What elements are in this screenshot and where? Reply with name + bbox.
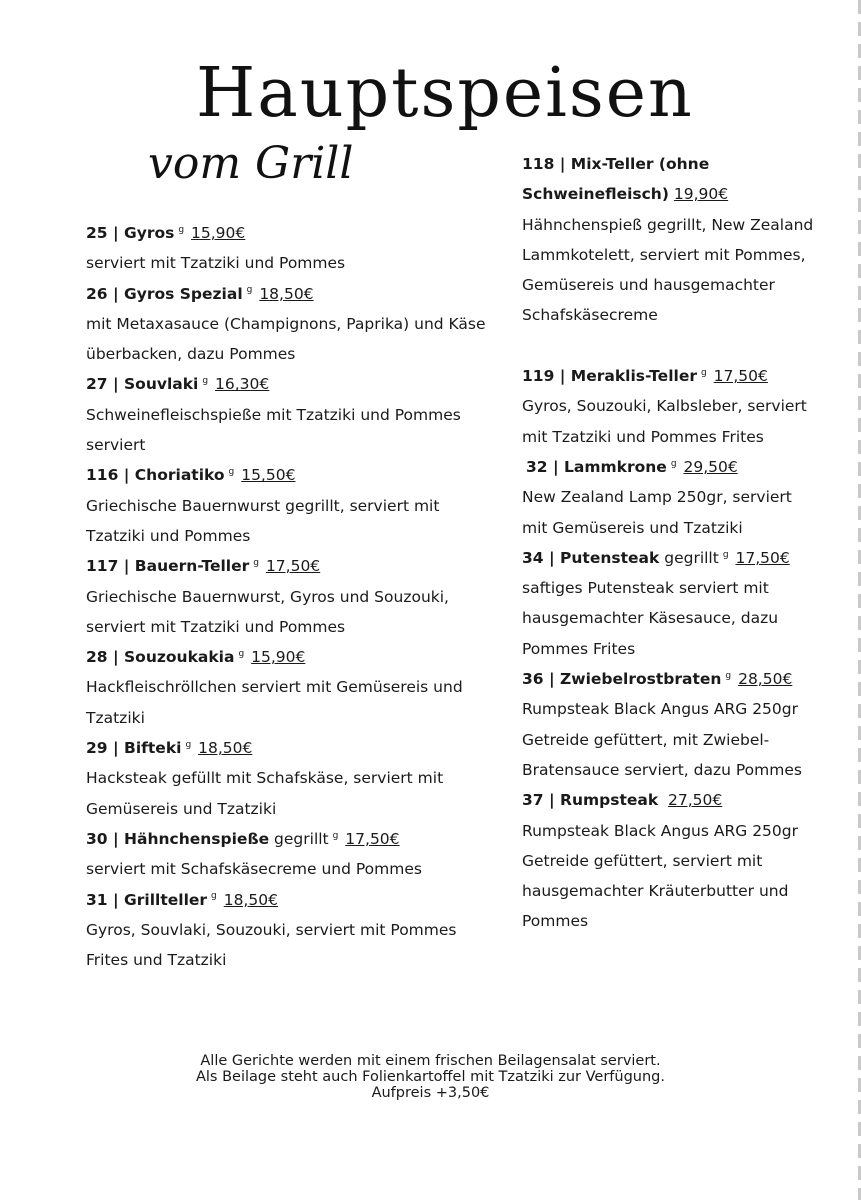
menu-item [522, 543, 822, 664]
menu-item [86, 460, 486, 551]
item-price: 15,90€ [191, 224, 246, 242]
footer-note [0, 1053, 861, 1101]
item-name: 116 | Choriatiko [86, 466, 225, 485]
item-note: gegrillt [274, 829, 329, 848]
spacer [522, 331, 822, 361]
item-price: 17,50€ [345, 829, 400, 848]
item-name-continued: Schweinefleisch) [522, 185, 669, 204]
allergen-marker: g [185, 739, 192, 750]
allergen-marker: g [211, 891, 217, 902]
item-name: 37 | Rumpsteak [522, 791, 659, 810]
item-description: Hacksteak gefüllt mit Schafskäse, serviert mit Gemüsereis und Tzatziki [86, 769, 444, 818]
item-price: 17,50€ [265, 557, 321, 576]
item-name: 36 | Zwiebelrostbraten [522, 670, 722, 689]
menu-item [86, 369, 486, 460]
item-description: mit Metaxasauce (Champignons, Paprika) und Käse überbacken, dazu Pommes [86, 314, 486, 364]
allergen-marker: g [670, 458, 677, 469]
item-description: Gyros, Souvlaki, Souzouki, serviert mit Pommes Frites und Tzatziki [86, 920, 457, 970]
allergen-marker: g [332, 830, 339, 841]
item-name: 118 | Mix-Teller (ohne [522, 155, 710, 173]
allergen-marker: g [700, 367, 707, 378]
item-name: 117 | Bauern-Teller [86, 557, 250, 576]
item-description: Schweinefleischspieße mit Tzatziki und Pommes serviert [86, 405, 461, 455]
menu-item [86, 885, 486, 976]
item-description: New Zealand Lamp 250gr, serviert mit Gemüsereis und Tzatziki [522, 488, 792, 537]
item-description: Griechische Bauernwurst, Gyros und Souzouki, serviert mit Tzatziki und Pommes [86, 587, 449, 636]
allergen-marker: g [238, 649, 245, 659]
item-description: Hähnchenspieß gegrillt, New Zealand Lammkotelett, serviert mit Pommes, Gemüsereis und hausgemachter Schafskäsecreme [522, 215, 814, 325]
menu-item [522, 361, 822, 452]
page-subtitle: vom Grill [148, 138, 354, 189]
item-name: 28 | Souzoukakia [86, 648, 235, 667]
item-price: 15,50€ [241, 466, 296, 485]
item-description: Rumpsteak Black Angus ARG 250gr Getreide gefüttert, serviert mit hausgemachter Kräuterbutter und Pommes [522, 821, 798, 931]
menu-item [86, 642, 486, 733]
footer-line: Als Beilage steht auch Folienkartoffel mit Tzatziki zur Verfügung. [195, 1069, 665, 1085]
item-price: 17,50€ [735, 548, 790, 567]
menu-item [522, 664, 822, 785]
item-name: 31 | Grillteller [86, 890, 208, 909]
allergen-marker: g [178, 224, 185, 235]
item-price: 15,90€ [251, 648, 306, 667]
item-description: Gyros, Souzouki, Kalbsleber, serviert mit Tzatziki und Pommes Frites [522, 397, 807, 446]
item-name: 25 | Gyros [86, 224, 175, 242]
item-name: 119 | Meraklis-Teller [522, 367, 697, 386]
menu-item [86, 279, 486, 370]
item-name: 30 | Hähnchenspieße [86, 829, 270, 848]
item-description: serviert mit Schafskäsecreme und Pommes [86, 860, 422, 879]
allergen-marker: g [253, 558, 259, 569]
item-price: 18,50€ [198, 739, 253, 758]
item-description: Hackfleischröllchen serviert mit Gemüsereis und Tzatziki [86, 678, 463, 727]
item-price: 16,30€ [215, 375, 270, 394]
item-price: 29,50€ [683, 457, 738, 476]
allergen-marker: g [202, 376, 209, 387]
menu-item [522, 149, 822, 331]
item-price: 17,50€ [713, 367, 768, 386]
item-price: 18,50€ [223, 890, 278, 909]
item-name: 27 | Souvlaki [86, 375, 199, 394]
item-note: gegrillt [664, 548, 719, 567]
menu-column-right [522, 149, 822, 937]
item-name: 34 | Putensteak [522, 548, 660, 567]
menu-item [522, 452, 822, 543]
footer-line: Alle Gerichte werden mit einem frischen Beilagensalat serviert. [200, 1053, 661, 1069]
allergen-marker: g [725, 670, 732, 681]
menu-column-left [86, 218, 486, 975]
item-description: Griechische Bauernwurst gegrillt, serviert mit Tzatziki und Pommes [86, 496, 440, 545]
item-price: 27,50€ [668, 791, 723, 810]
allergen-marker: g [246, 285, 253, 296]
allergen-marker: g [228, 467, 235, 478]
menu-item [86, 551, 486, 642]
item-name: 32 | Lammkrone [526, 457, 667, 476]
page-title: Hauptspeisen [196, 54, 694, 133]
menu-item [86, 218, 486, 279]
footer-surcharge: Aufpreis +3,50€ [371, 1085, 490, 1101]
item-name: 29 | Bifteki [86, 739, 182, 758]
item-price: 18,50€ [259, 284, 314, 303]
item-description: Rumpsteak Black Angus ARG 250gr Getreide gefüttert, mit Zwiebel-Bratensauce serviert, dazu Pommes [522, 700, 802, 779]
item-price: 19,90€ [673, 185, 729, 204]
item-price: 28,50€ [738, 670, 793, 689]
item-name: 26 | Gyros Spezial [86, 284, 243, 303]
item-description: saftiges Putensteak serviert mit hausgemachter Käsesauce, dazu Pommes Frites [522, 579, 779, 658]
menu-item [522, 785, 822, 936]
item-description: serviert mit Tzatziki und Pommes [86, 254, 346, 273]
menu-item [86, 733, 486, 824]
allergen-marker: g [722, 549, 729, 560]
menu-item [86, 824, 486, 885]
